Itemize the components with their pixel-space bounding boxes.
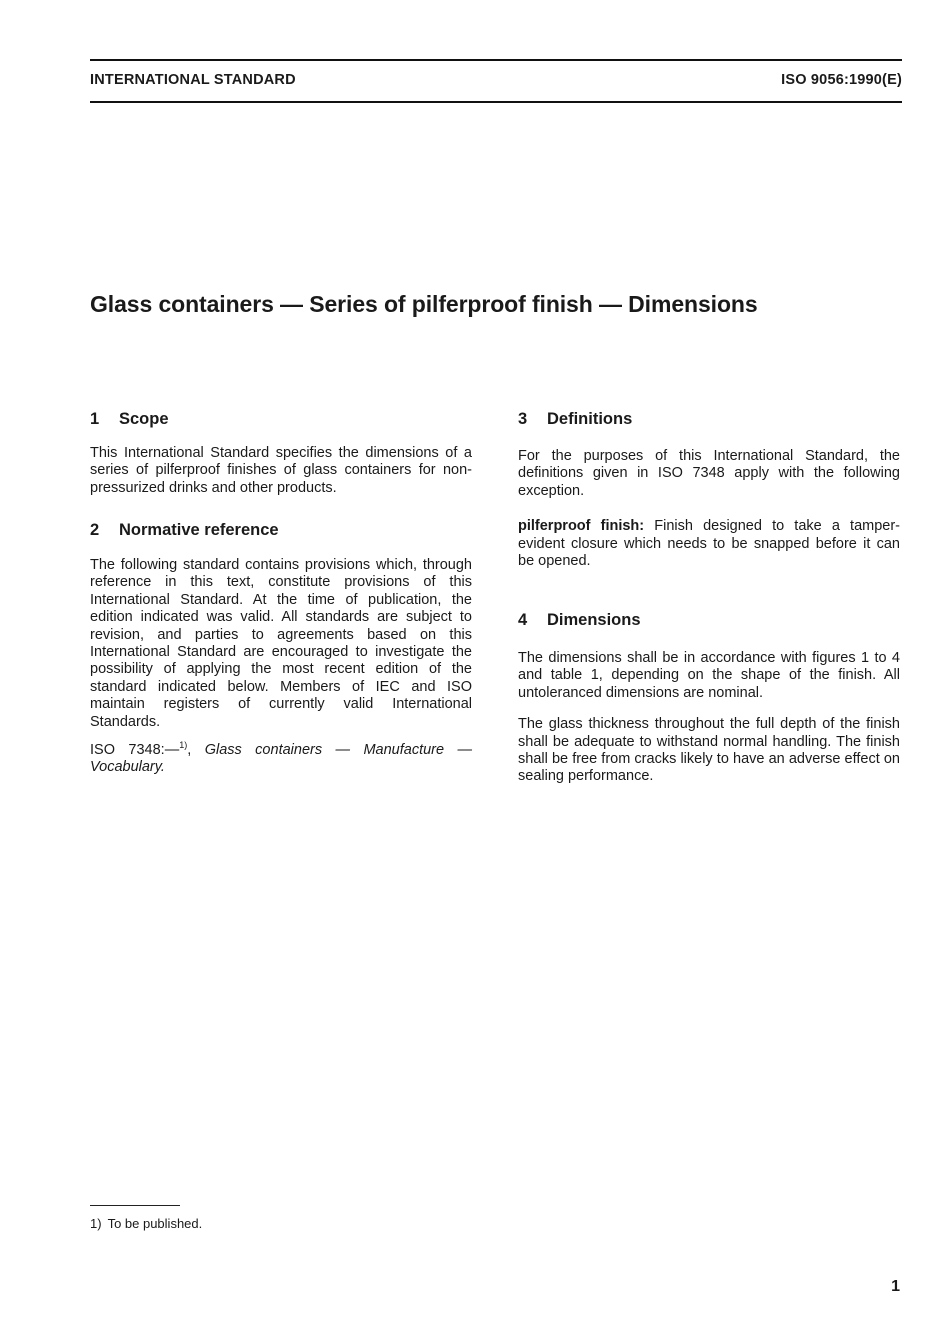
scope-paragraph: This International Standard specifies the dimensions of a series of pilferproof finishes of glass containers for non-pressurized drinks and other products.	[90, 445, 472, 496]
section-number: 4	[518, 611, 528, 629]
definition-term: pilferproof finish:	[518, 518, 645, 535]
reference-title: Glass containers — Manufacture — Vocabulary.	[90, 742, 472, 776]
section-title: Definitions	[547, 410, 633, 428]
definition-text: Finish designed to take a tamper-evident closure which needs to be snapped before it can be opened.	[518, 518, 901, 570]
section-title: Dimensions	[547, 611, 641, 629]
header-standard-code: ISO 9056:1990(E)	[781, 72, 902, 88]
section-3-body	[518, 448, 900, 570]
section-4-body	[518, 650, 900, 786]
header-top-rule	[90, 59, 902, 61]
normative-paragraph: The following standard contains provisions which, through reference in this text, constitute provisions of this International Standard. At the time of publication, the edition indicated was valid. All standards are subject to revision, and parties to agreements based on this International Standard are encouraged to investigate the possibility of applying the most recent edition of the standard indicated below. Members of IEC and ISO maintain registers of currently valid International Standards.	[90, 557, 472, 730]
dimensions-paragraph-2: The glass thickness throughout the full depth of the finish shall be adequate to withstand normal handling. The finish shall be free from cracks likely to have an adverse effect on sealing performance.	[518, 716, 900, 785]
page-header	[90, 72, 902, 92]
footnote-text: To be published.	[107, 1216, 203, 1231]
section-number: 3	[518, 410, 528, 428]
section-4-heading	[518, 611, 641, 630]
section-number: 2	[90, 521, 100, 539]
reference-code: ISO 7348:—	[90, 742, 180, 759]
header-standard-type: INTERNATIONAL STANDARD	[90, 72, 296, 88]
footnote-marker: 1)	[179, 740, 188, 751]
section-number: 1	[90, 410, 100, 428]
section-1-heading	[90, 410, 169, 429]
dimensions-paragraph-1: The dimensions shall be in accordance with figures 1 to 4 and table 1, depending on the shape of the finish. All untoleranced dimensions are nominal.	[518, 650, 900, 701]
section-3-heading	[518, 410, 632, 429]
normative-reference-entry: ISO 7348:—$^{1)}$, Glass containers — Manufacture — Vocabulary.	[90, 740, 472, 776]
section-2-heading	[90, 521, 279, 540]
section-1-body	[90, 445, 472, 497]
header-bottom-rule	[90, 101, 902, 103]
section-2-body	[90, 557, 472, 777]
footnote-mark: 1)	[90, 1216, 102, 1231]
document-title: Glass containers — Series of pilferproof finish — Dimensions	[90, 291, 758, 317]
footnote-rule	[90, 1205, 180, 1206]
page-number: 1	[891, 1278, 900, 1295]
footnote	[90, 1216, 202, 1231]
definitions-paragraph: For the purposes of this International Standard, the definitions given in ISO 7348 apply with the following exception.	[518, 448, 900, 499]
section-title: Scope	[119, 410, 169, 428]
definition-entry	[518, 518, 900, 570]
section-title: Normative reference	[119, 521, 279, 539]
